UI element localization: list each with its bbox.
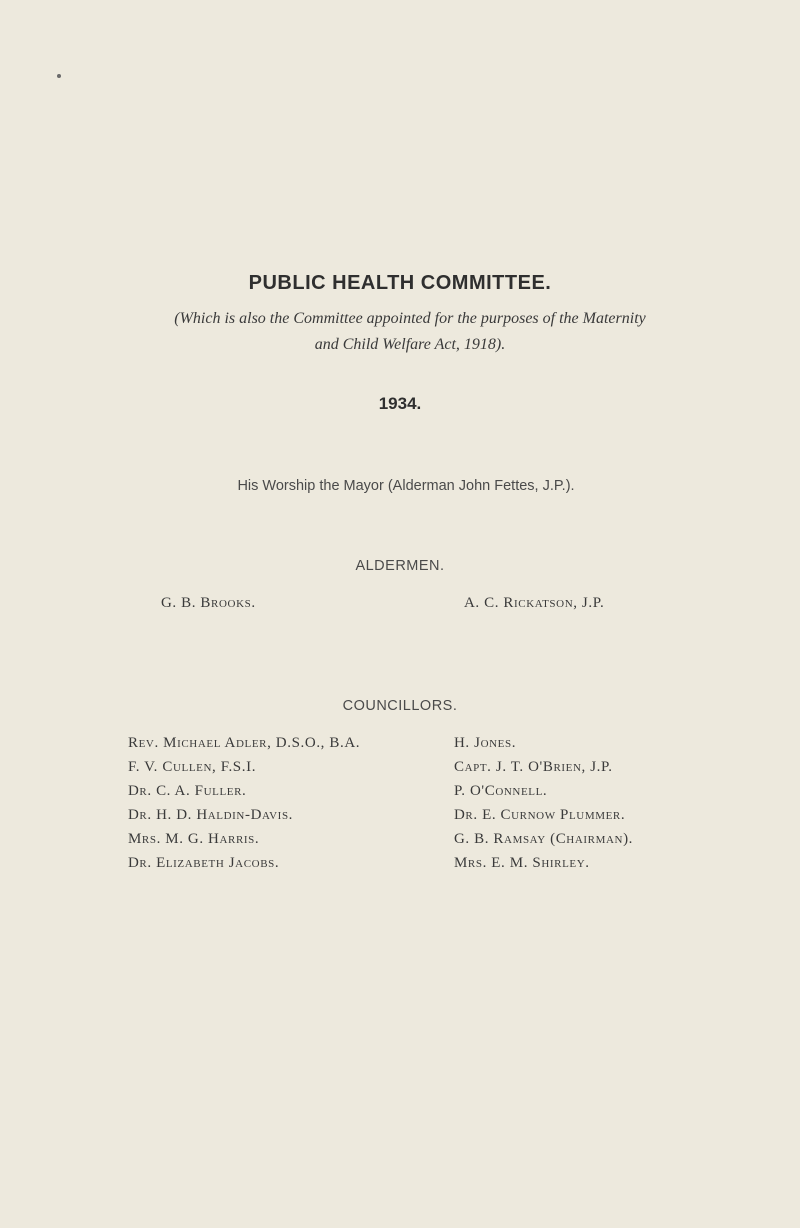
page-title: PUBLIC HEALTH COMMITTEE. [248,272,552,294]
page-subtitle [90,306,730,358]
councillor-name: Dr. C. A. Fuller. [128,783,247,799]
mayor-line: His Worship the Mayor (Alderman John Fettes, J.P.). [237,478,575,494]
councillor-name: Mrs. M. G. Harris. [128,831,260,847]
councillor-name: Rev. Michael Adler, D.S.O., B.A. [128,735,361,751]
councillor-name: G. B. Ramsay (Chairman). [454,831,634,847]
subtitle-line-2: and Child Welfare Act, 1918). [314,336,506,353]
subtitle-line-1: (Which is also the Committee appointed for the purposes of the Maternity [174,310,646,327]
councillor-name: Dr. Elizabeth Jacobs. [128,855,280,871]
councillor-name: Mrs. E. M. Shirley. [454,855,590,871]
councillor-name: F. V. Cullen, F.S.I. [128,759,257,775]
alderman-name: G. B. Brooks. [161,595,256,611]
councillor-name: Capt. J. T. O'Brien, J.P. [454,759,613,775]
aldermen-heading: ALDERMEN. [355,558,445,574]
councillor-name: P. O'Connell. [454,783,548,799]
councillor-name: H. Jones. [454,735,517,751]
councillors-heading: COUNCILLORS. [342,698,458,714]
councillor-name: Dr. E. Curnow Plummer. [454,807,626,823]
councillor-name: Dr. H. D. Haldin-Davis. [128,807,294,823]
alderman-name: A. C. Rickatson, J.P. [464,595,605,611]
year-heading: 1934. [378,394,422,413]
ink-speck [57,74,61,78]
